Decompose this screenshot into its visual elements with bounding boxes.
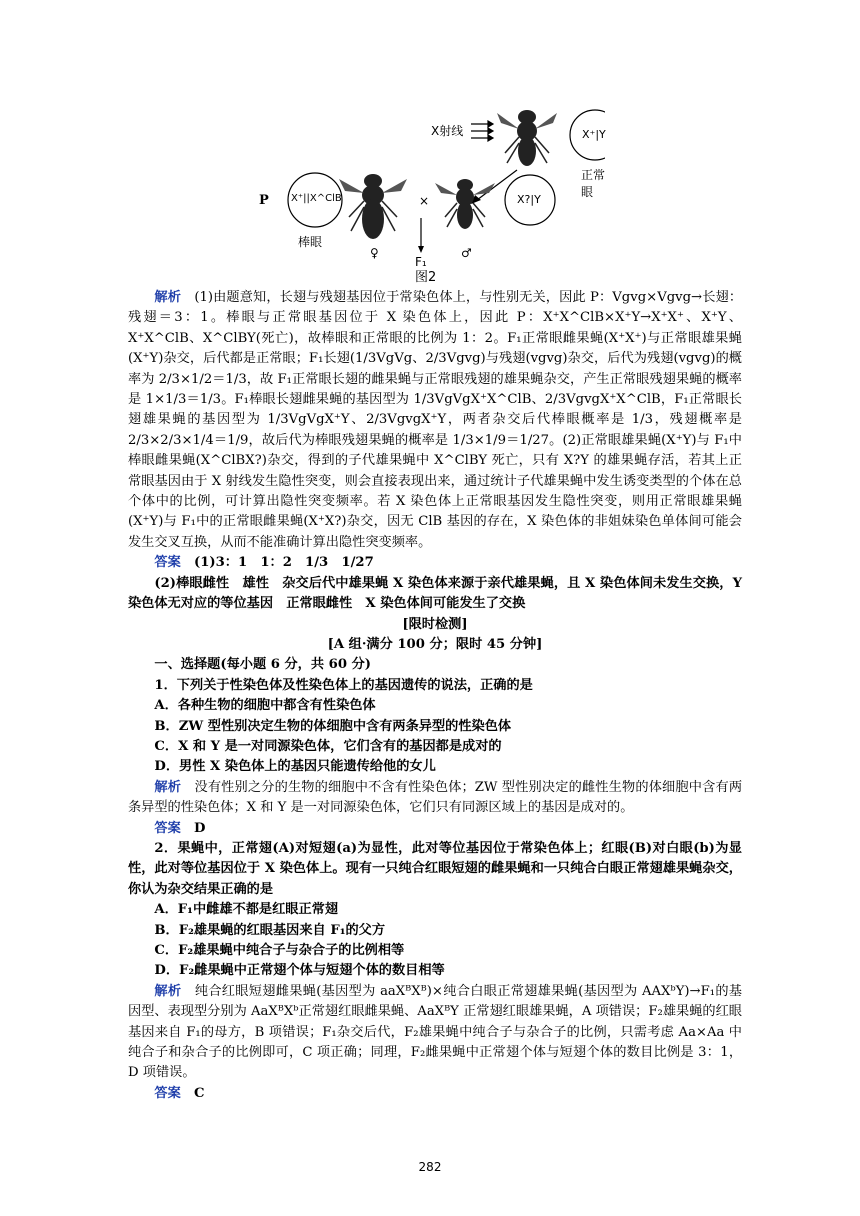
xray-arrows [471,121,493,141]
answer-paragraph-2 [128,819,742,839]
analysis-text-2: 没有性别之分的生物的细胞中不含有性染色体；ZW 型性别决定的雌性生物的体细胞中含有两条异型的性染色体；X 和 Y 是一对同源染色体，它们只有同源区域上的基因是成对的。 [128,779,743,816]
analysis-label: 解析 [154,779,182,795]
cross-symbol: × [419,194,430,208]
analysis-text-3: 纯合红眼短翅雌果蝇(基因型为 aaXᴮXᴮ)×纯合白眼正常翅雄果蝇(基因型为 AAXᵇY)→F₁的基因型、表现型分别为 AaXᴮXᵇ正常翅红眼雌果蝇、AaXᴮY 正常翅红眼雄果蝇，A 项错误；F₂雄果蝇的红眼基因来自 F₁的母方，B 项错误；F₁杂交后代，F₂雄果蝇中纯合子与杂合子的比例，只需考虑 Aa×Aa 中纯合子和杂合子的比例即可，C 项正确；同理，F₂雌果蝇中正常翅个体与短翅个体的数目比例是 3：1，D 项错误。 [128,983,743,1081]
page-number: 282 [418,1160,442,1174]
unknown-genotype: X?|Y [517,193,541,206]
section-subtitle: [A 组·满分 100 分；限时 45 分钟] [327,636,543,652]
analysis-label: 解析 [154,983,182,999]
question-2-option-d: D．F₂雌果蝇中正常翅个体与短翅个体的数目相等 [154,963,445,979]
analysis-paragraph-1 [128,288,742,553]
part-heading: 一、选择题(每小题 6 分，共 60 分) [154,657,372,673]
question-1: 1．下列关于性染色体及性染色体上的基因遗传的说法，正确的是 [154,677,533,693]
question-1-option-a: A．各种生物的细胞中都含有性染色体 [154,698,376,714]
question-1-option-b: B．ZW 型性别决定生物的体细胞中含有两条异型的性染色体 [154,718,512,734]
answer-label: 答案 [154,820,181,836]
question-2-option-a: A．F₁中雌雄不都是红眼正常翅 [154,902,339,918]
male-symbol: ♂ [461,246,472,260]
genetics-figure [255,100,605,288]
normal-genotype: X⁺|Y [582,128,606,141]
answer-text-1b: (2)棒眼雌性 雄性 杂交后代中雄果蝇 X 染色体来源于亲代雄果蝇，且 X 染色体间未发生交换，Y 染色体无对应的等位基因 正常眼雌性 X 染色体间可能发生了交换 [128,575,742,612]
bar-eye-label: 棒眼 [298,235,323,249]
question-2: 2．果蝇中，正常翅(A)对短翅(a)为显性，此对等位基因位于常染色体上；红眼(B)对白眼(b)为显性，此对等位基因位于 X 染色体上。现有一只纯合红眼短翅的雌果蝇和一只纯合白眼正常翅雄果蝇杂交，你认为杂交结果正确的是 [128,840,742,897]
document-body [128,288,742,1104]
section-title: [限时检测] [402,616,468,632]
answer-label: 答案 [154,555,181,571]
question-1-option-c: C．X 和 Y 是一对同源染色体，它们含有的基因都是成对的 [154,738,502,754]
normal-eye-label: 正常眼 [581,168,606,199]
figure-caption: 图2 [415,270,437,285]
male-fly-icon [435,179,495,229]
analysis-label: 解析 [154,290,182,305]
analysis-paragraph-2 [128,778,742,819]
answer-label: 答案 [154,1085,181,1101]
question-1-option-d: D．男性 X 染色体上的基因只能遗传给他的女儿 [154,759,436,775]
p-label: P [259,193,269,208]
question-2-option-c: C．F₂雄果蝇中纯合子与杂合子的比例相等 [154,943,405,958]
analysis-paragraph-3 [128,982,742,1084]
answer-text-3: C [193,1085,205,1101]
answer-text-2: D [193,820,206,836]
female-fly-icon [339,174,407,239]
answer-paragraph-3 [128,1084,742,1104]
f1-label: F₁ [415,255,427,269]
answer-text-1a: (1)3：1 1：2 1/3 1/27 [193,555,374,571]
bar-genotype: X⁺||X^ClB [291,193,342,204]
top-fly-icon [497,110,557,166]
female-symbol: ♀ [370,246,379,260]
question-2-option-b: B．F₂雄果蝇的红眼基因来自 F₁的父方 [154,922,386,938]
xray-label: X射线 [431,124,464,138]
answer-paragraph-1 [128,553,742,573]
analysis-text-1: (1)由题意知，长翅与残翅基因位于常染色体上，与性别无关，因此 P：Vgvg×Vgvg→长翅：残翅＝3：1。棒眼与正常眼基因位于 X 染色体上，因此 P：X⁺X^ClB×X⁺Y→X⁺X⁺、X⁺Y、X⁺X^ClB、X^ClBY(死亡)，故棒眼和正常眼的比例为 1：2。F₁正常眼雌果蝇(X⁺X⁺)与正常眼雄果蝇(X⁺Y)杂交，后代都是正常眼；F₁长翅(1/3VgVg、2/3Vgvg)与残翅(vgvg)杂交，后代为残翅(vgvg)的概率为 2/3×1/2＝1/3，故 F₁正常眼长翅的雌果蝇与正常眼残翅的雄果蝇杂交，产生正常眼残翅果蝇的概率是 1×1/3＝1/3。F₁棒眼长翅雌果蝇的基因型为 1/3VgVgX⁺X^ClB、2/3VgvgX⁺X^ClB，F₁正常眼长翅雄果蝇的基因型为 1/3VgVgX⁺Y、2/3VgvgX⁺Y，两者杂交后代棒眼概率是 1/3，残翅概率是 2/3×2/3×1/4＝1/9，故后代为棒眼残翅果蝇的概率是 1/3×1/9＝1/27。(2)正常眼雄果蝇(X⁺Y)与 F₁中棒眼雌果蝇(X^ClBX?)杂交，得到的子代雄果蝇中 X^ClBY 死亡，只有 X?Y 的雄果蝇存活，若其上正常眼基因由于 X 射线发生隐性突变，则会直接表现出来，通过统计子代雄果蝇中发生诱变类型的个体在总个体中的比例，可计算出隐性突变频率。若 X 染色体上正常眼基因发生隐性突变，则用正常眼雄果蝇(X⁺Y)与 F₁中的正常眼雌果蝇(X⁺X?)杂交，因无 ClB 基因的存在，X 染色体的非姐妹染色单体间可能会发生交叉互换，从而不能准确计算出隐性突变频率。 [128,290,743,550]
